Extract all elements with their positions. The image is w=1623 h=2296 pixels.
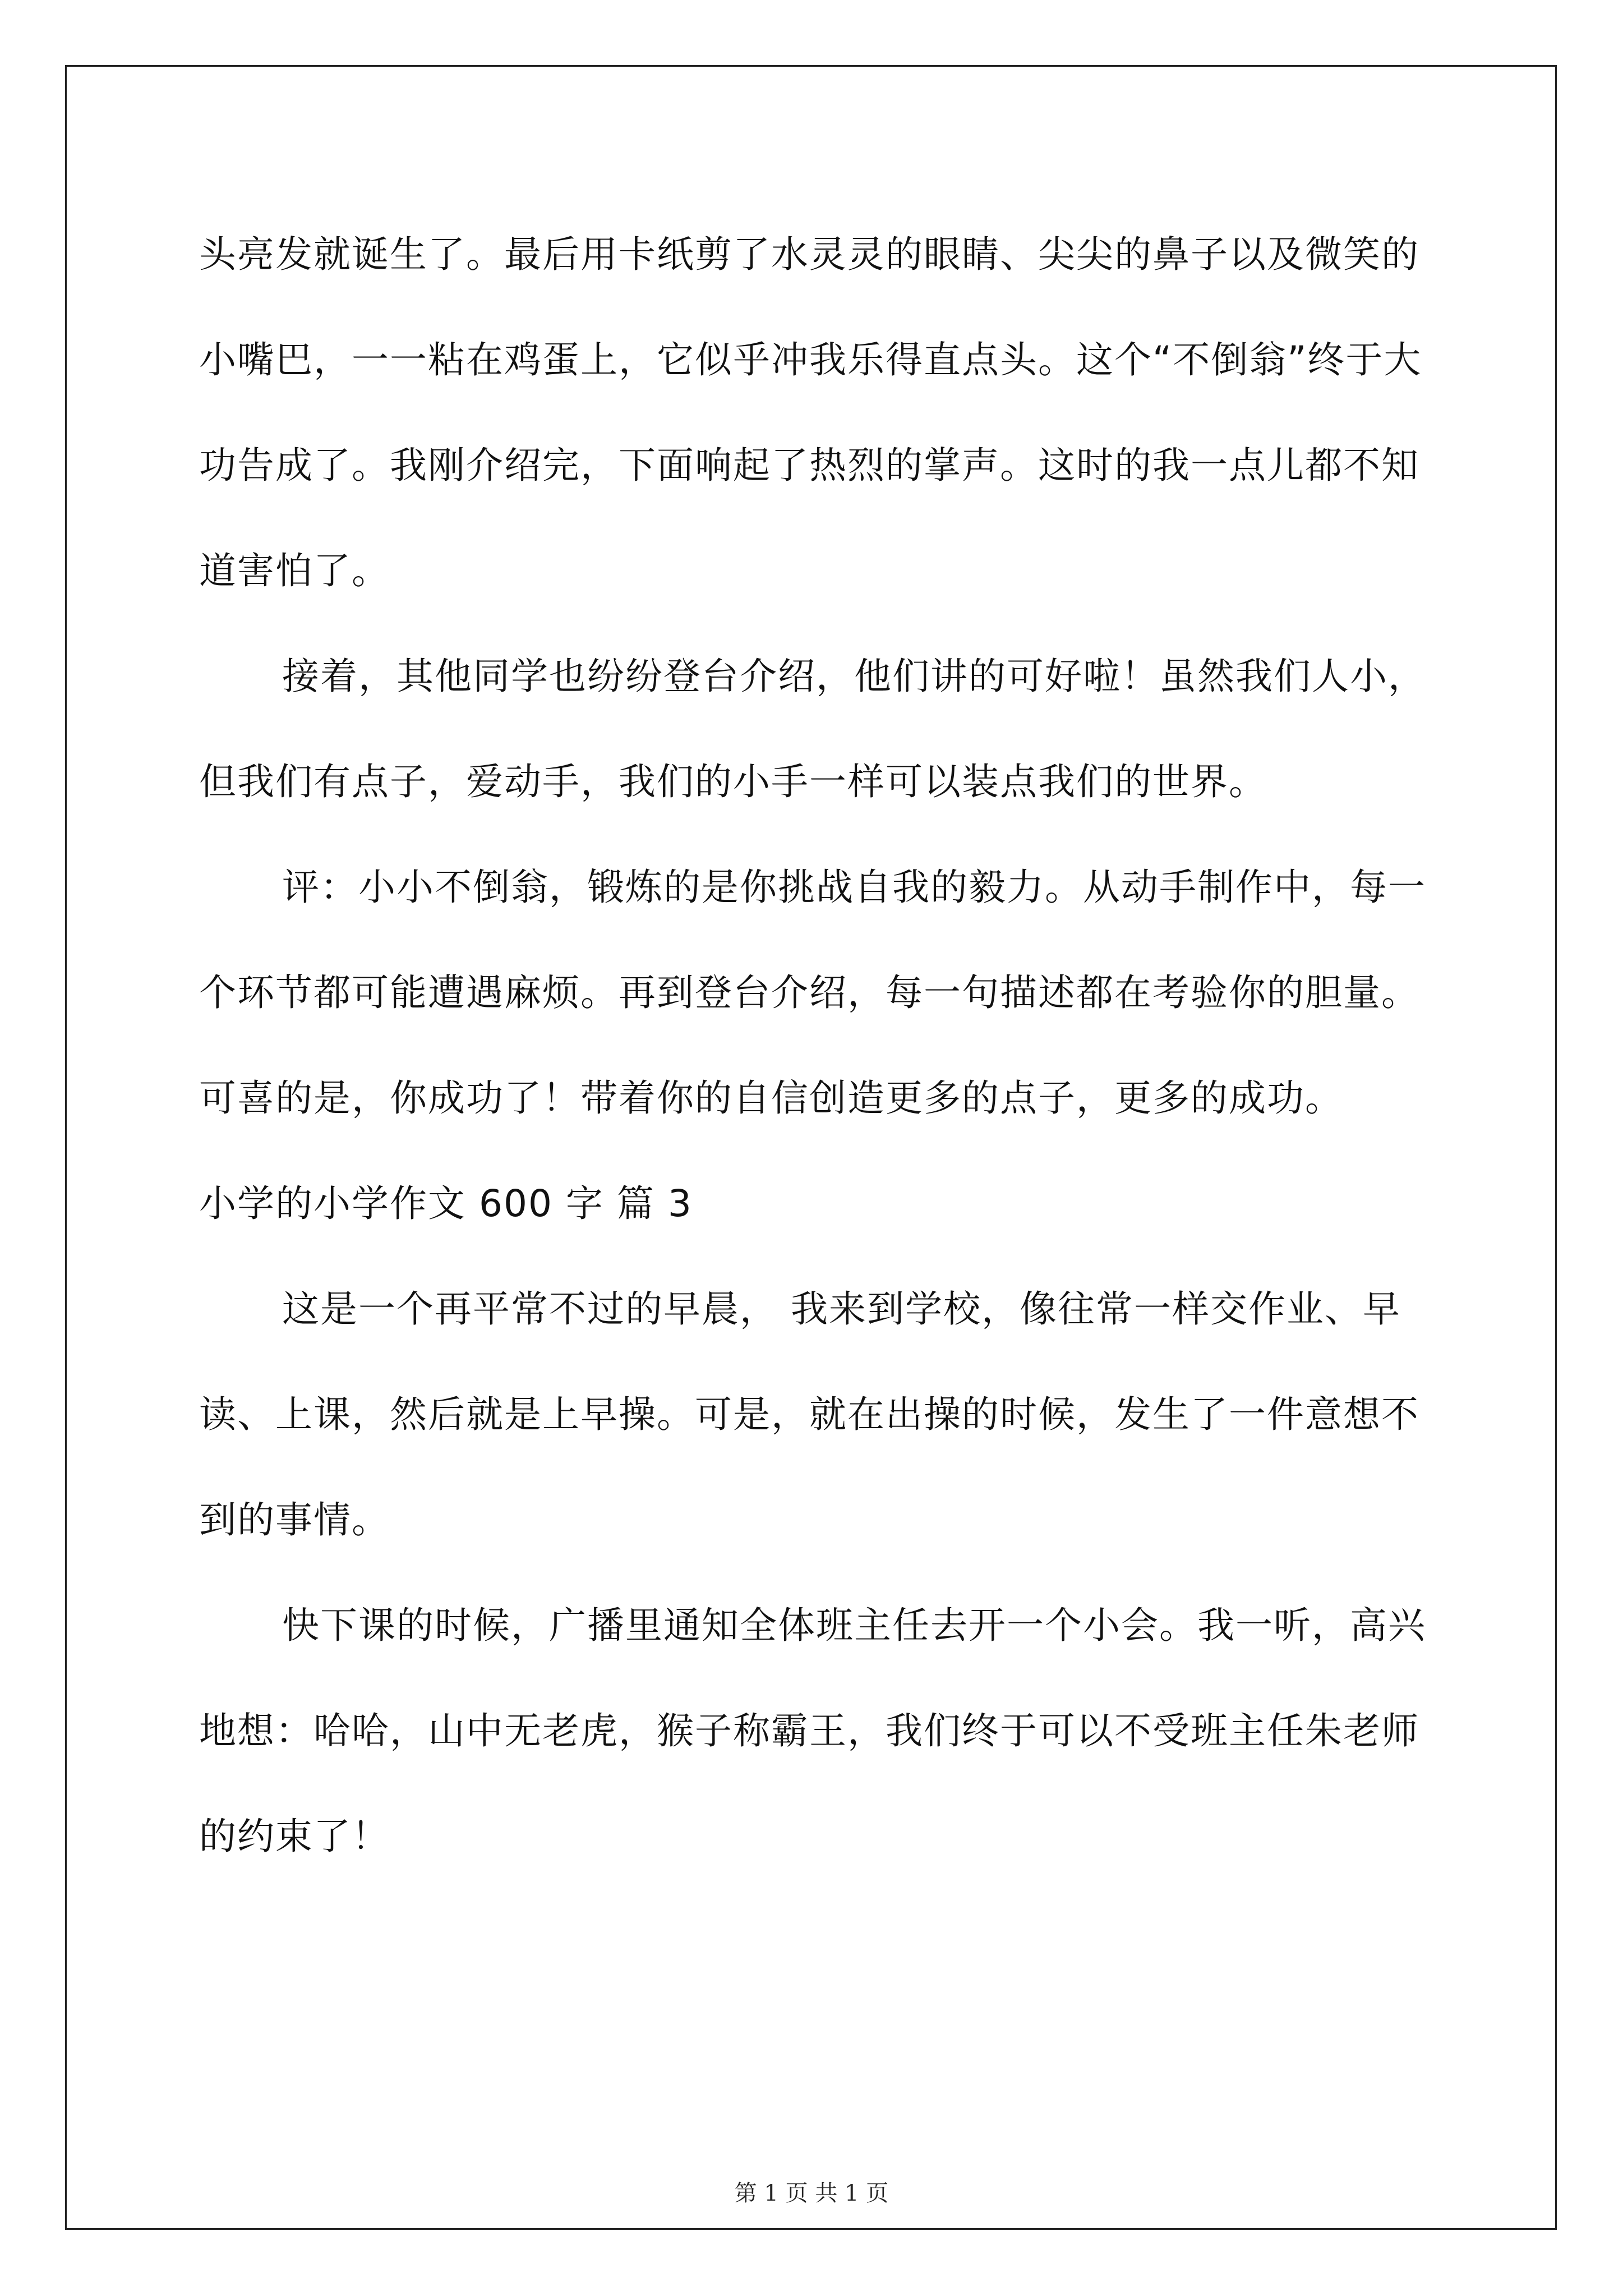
- paragraph-1: 头亮发就诞生了。最后用卡纸剪了水灵灵的眼睛、尖尖的鼻子以及微笑的小嘴巴，一一粘在鸡蛋上，它似乎冲我乐得直点头。这个“不倒翁”终于大功告成了。我刚介绍完，下面响起了热烈的掌声。这时的我一点儿都不知道害怕了。: [199, 233, 1422, 592]
- page-footer: 第 1 页 共 1 页: [734, 2180, 889, 2206]
- document-body: [199, 202, 1433, 1889]
- section-paragraph-1: 这是一个再平常不过的早晨， 我来到学校，像往常一样交作业、早读、上课，然后就是上早操。可是，就在出操的时候，发生了一件意想不到的事情。: [199, 1287, 1419, 1542]
- section-paragraph-2: 快下课的时候，广播里通知全体班主任去开一个小会。我一听，高兴地想：哈哈，山中无老虎，猴子称霸王，我们终于可以不受班主任朱老师的约束了！: [199, 1604, 1426, 1858]
- paragraph-2: 接着，其他同学也纷纷登台介绍，他们讲的可好啦！虽然我们人小，但我们有点子，爱动手，我们的小手一样可以装点我们的世界。: [199, 655, 1426, 803]
- section-heading: 小学的小学作文 600 字 篇 3: [199, 1182, 693, 1225]
- paragraph-3-comment: 评：小小不倒翁，锻炼的是你挑战自我的毅力。从动手制作中，每一个环节都可能遭遇麻烦。再到登台介绍，每一句描述都在考验你的胆量。可喜的是，你成功了！带着你的自信创造更多的点子，更多的成功。: [199, 866, 1426, 1120]
